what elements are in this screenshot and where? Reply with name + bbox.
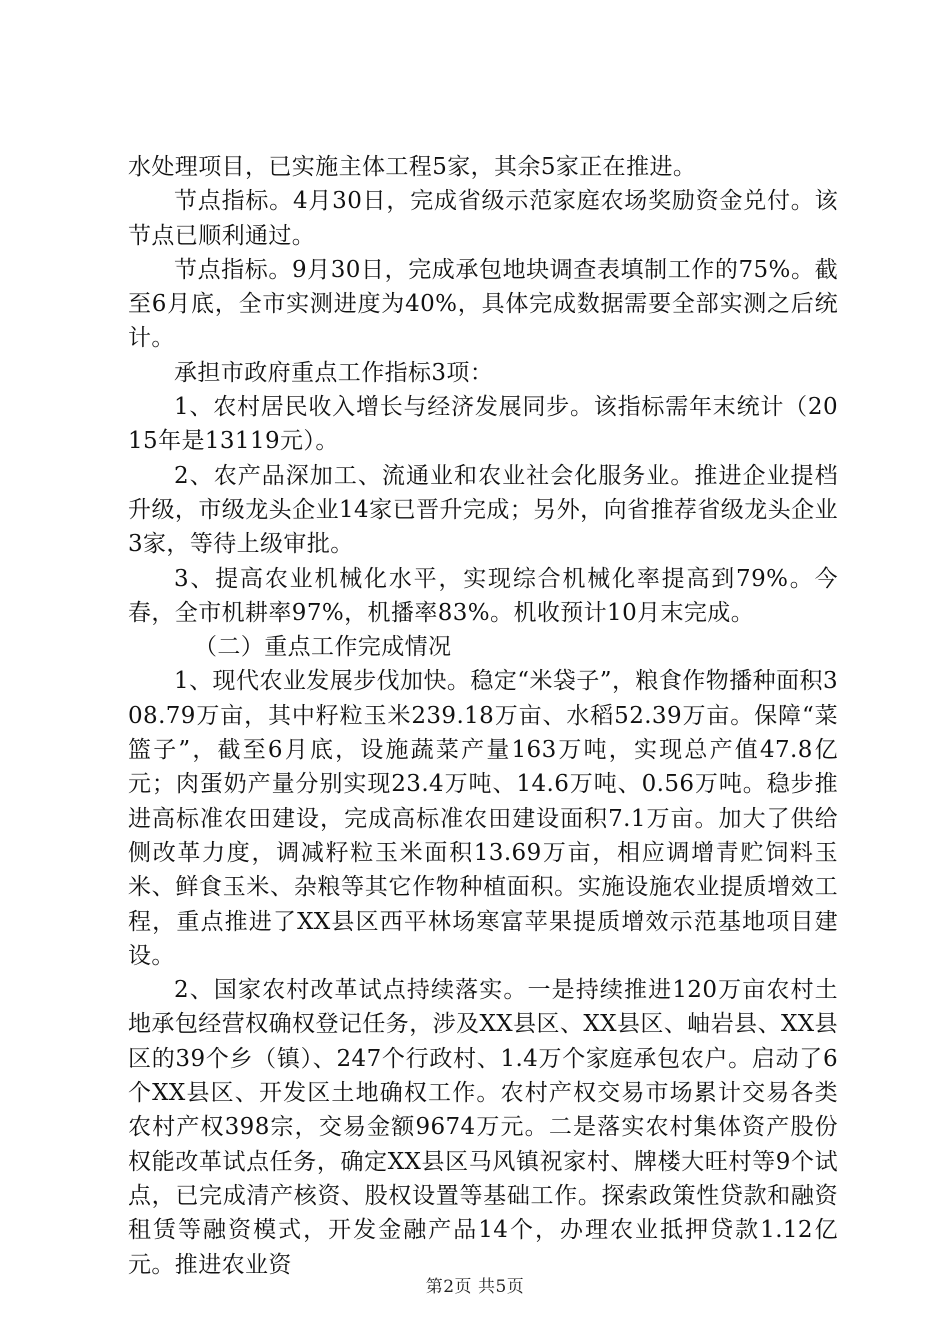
section-heading: （二）重点工作完成情况 xyxy=(194,634,452,661)
paragraph-9: 1、现代农业发展步伐加快。稳定“米袋子”，粮食作物播种面积308.79万亩，其中籽粒玉米239.18万亩、水稻52.39万亩。保障“菜篮子”，截至6月底，设施蔬菜产量163万吨，实现总产值47.8亿元；肉蛋奶产量分别实现23.4万吨、14.6万吨、0.56万吨。稳步推进高标准农田建设，完成高标准农田建设面积7.1万亩。加大了供给侧改革力度，调减籽粒玉米面积13.69万亩，相应调增青贮饲料玉米、鲜食玉米、杂粮等其它作物种植面积。实施设施农业提质增效工程，重点推进了XX县区西平林场寒富苹果提质增效示范基地项目建设。 xyxy=(128,668,838,969)
page-number: 第2页 共5页 xyxy=(425,1277,525,1297)
paragraph-6: 2、农产品深加工、流通业和农业社会化服务业。推进企业提档升级，市级龙头企业14家已晋升完成；另外，向省推荐省级龙头企业3家，等待上级审批。 xyxy=(128,462,838,558)
paragraph-4: 承担市政府重点工作指标3项： xyxy=(174,359,494,386)
paragraph-5: 1、农村居民收入增长与经济发展同步。该指标需年末统计（2015年是13119元）。 xyxy=(128,394,838,455)
document-body xyxy=(128,150,838,1282)
paragraph-7: 3、提高农业机械化水平，实现综合机械化率提高到79%。今春，全市机耕率97%，机播率83%。机收预计10月末完成。 xyxy=(128,565,838,626)
paragraph-10: 2、国家农村改革试点持续落实。一是持续推进120万亩农村土地承包经营权确权登记任务，涉及XX县区、XX县区、岫岩县、XX县区的39个乡（镇）、247个行政村、1.4万个家庭承包农户。启动了6个XX县区、开发区土地确权工作。农村产权交易市场累计交易各类农村产权398宗，交易金额9674万元。二是落实农村集体资产股份权能改革试点任务，确定XX县区马风镇祝家村、牌楼大旺村等9个试点，已完成清产核资、股权设置等基础工作。探索政策性贷款和融资租赁等融资模式，开发金融产品14个，办理农业抵押贷款1.12亿元。推进农业资 xyxy=(128,977,838,1278)
paragraph-2: 节点指标。4月30日，完成省级示范家庭农场奖励资金兑付。该节点已顺利通过。 xyxy=(128,188,838,249)
paragraph-1: 水处理项目，已实施主体工程5家，其余5家正在推进。 xyxy=(128,154,697,180)
paragraph-3: 节点指标。9月30日，完成承包地块调查表填制工作的75%。截至6月底，全市实测进度为40%，具体完成数据需要全部实测之后统计。 xyxy=(128,256,838,352)
